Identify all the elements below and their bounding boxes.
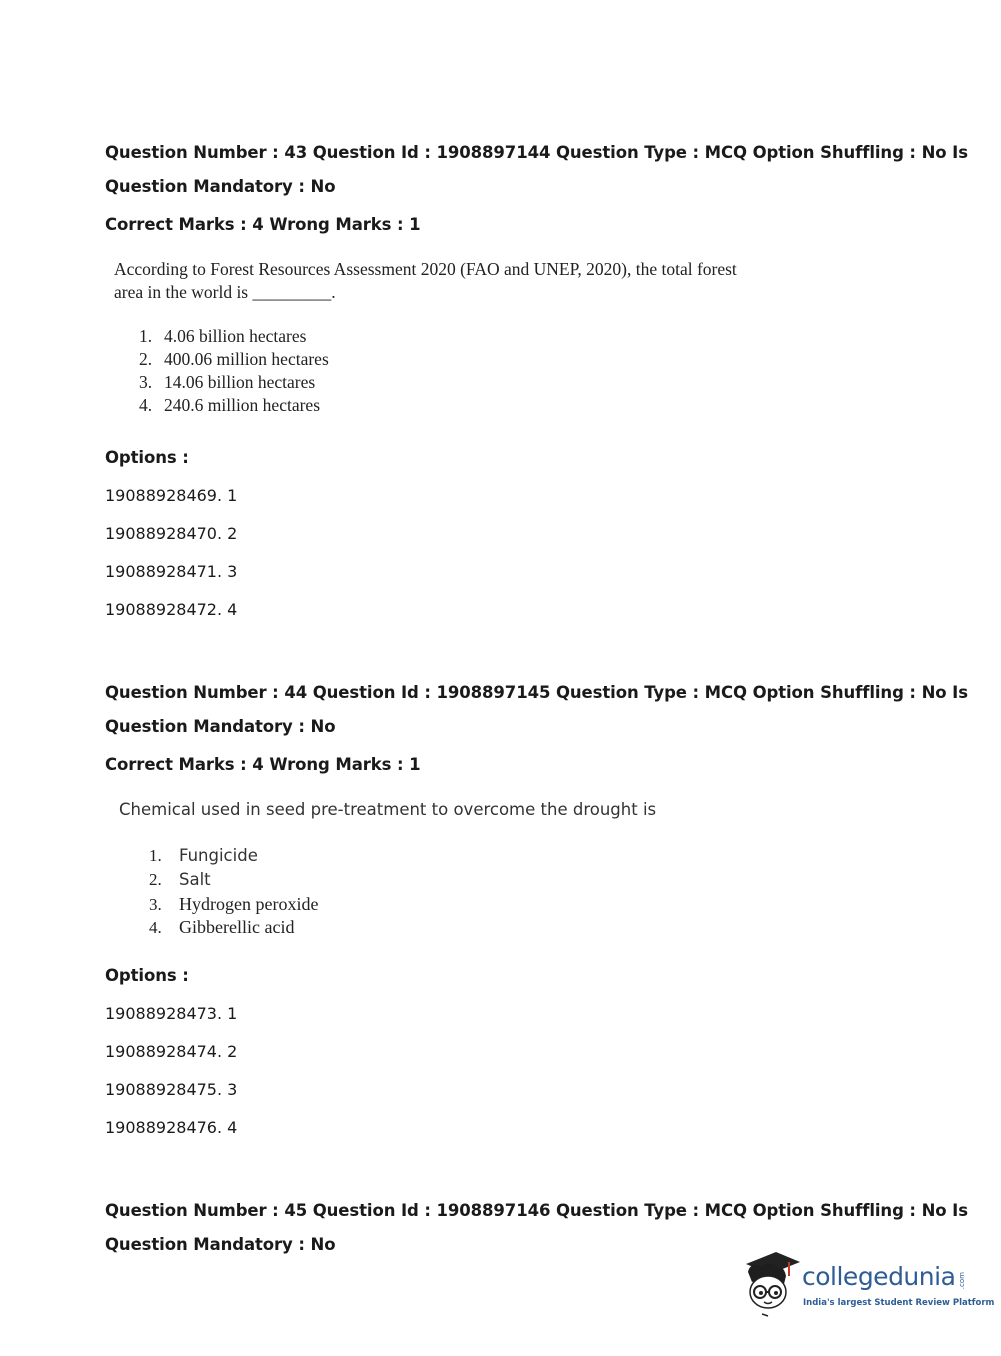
options-label: Options : — [105, 448, 189, 467]
choice-item — [149, 870, 318, 894]
option-id: 19088928470. 2 — [105, 524, 238, 543]
choice-item — [149, 894, 318, 917]
choice-text: Salt — [179, 870, 211, 889]
choice-item — [139, 372, 329, 395]
choice-text: Fungicide — [179, 846, 258, 865]
choice-number: 3. — [149, 895, 162, 914]
question-stem — [114, 258, 737, 304]
choice-text: Gibberellic acid — [179, 917, 295, 937]
logo-wordmark: collegedunia — [802, 1262, 956, 1291]
choice-item — [149, 846, 318, 870]
logo-suffix: .com — [958, 1272, 966, 1290]
marks-line: Correct Marks : 4 Wrong Marks : 1 — [105, 215, 421, 234]
options-label: Options : — [105, 966, 189, 985]
question-header-line2: Question Mandatory : No — [105, 717, 336, 736]
question-header-line2: Question Mandatory : No — [105, 177, 336, 196]
choice-item — [139, 395, 329, 418]
choice-text: 400.06 million hectares — [164, 349, 329, 369]
choice-number: 4. — [149, 918, 162, 937]
option-id: 19088928471. 3 — [105, 562, 238, 581]
option-id: 19088928473. 1 — [105, 1004, 238, 1023]
choice-item — [139, 349, 329, 372]
choice-text: 240.6 million hectares — [164, 395, 321, 415]
option-id: 19088928476. 4 — [105, 1118, 238, 1137]
choice-text: 14.06 billion hectares — [164, 372, 316, 392]
choice-item — [139, 326, 329, 349]
mascot-icon — [740, 1250, 802, 1318]
choice-number: 1. — [149, 846, 162, 865]
question-header-line1: Question Number : 44 Question Id : 1908897145 Question Type : MCQ Option Shuffling : No Is — [105, 683, 968, 702]
option-id: 19088928474. 2 — [105, 1042, 238, 1061]
question-header-line2: Question Mandatory : No — [105, 1235, 336, 1254]
option-id: 19088928472. 4 — [105, 600, 238, 619]
marks-line: Correct Marks : 4 Wrong Marks : 1 — [105, 755, 421, 774]
choice-list — [149, 846, 318, 940]
choice-number: 2. — [149, 870, 162, 889]
question-header-line1: Question Number : 45 Question Id : 1908897146 Question Type : MCQ Option Shuffling : No Is — [105, 1201, 968, 1220]
question-stem-line1: According to Forest Resources Assessment 2020 (FAO and UNEP, 2020), the total forest — [114, 259, 737, 279]
option-id: 19088928475. 3 — [105, 1080, 238, 1099]
question-header-line1: Question Number : 43 Question Id : 1908897144 Question Type : MCQ Option Shuffling : No Is — [105, 143, 968, 162]
logo-tagline: India's largest Student Review Platform — [803, 1298, 995, 1308]
choice-number: 4. — [139, 395, 153, 415]
question-stem: Chemical used in seed pre-treatment to overcome the drought is — [119, 800, 657, 819]
collegedunia-logo — [740, 1250, 995, 1320]
choice-number: 3. — [139, 372, 153, 392]
option-id: 19088928469. 1 — [105, 486, 238, 505]
choice-number: 1. — [139, 326, 153, 346]
choice-list — [139, 326, 329, 418]
choice-text: Hydrogen peroxide — [179, 894, 319, 914]
choice-text: 4.06 billion hectares — [164, 326, 307, 346]
choice-item — [149, 917, 318, 940]
choice-number: 2. — [139, 349, 153, 369]
question-stem-line2: area in the world is _________. — [114, 282, 336, 302]
